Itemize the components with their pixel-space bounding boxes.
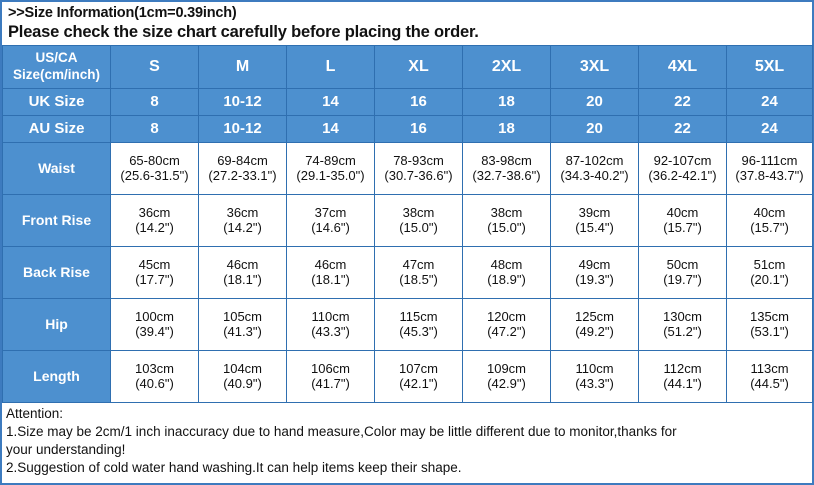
attention-line-1-cont: your understanding! (6, 441, 126, 457)
hip-2xl-cm: 120cm (486, 308, 527, 324)
back-rise-s (111, 247, 199, 299)
row-label-back-rise: Back Rise (3, 247, 111, 299)
back-rise-m-cm: 46cm (226, 256, 259, 272)
table-row-hip (3, 299, 813, 351)
front-rise-s-inch: (14.2") (135, 219, 174, 235)
length-xl-inch: (42.1") (399, 375, 438, 391)
front-rise-4xl-cm: 40cm (666, 204, 699, 220)
hip-3xl-inch: (49.2") (575, 323, 614, 339)
length-xl-cm: 107cm (398, 360, 439, 376)
back-rise-l-inch: (18.1") (311, 271, 350, 287)
front-rise-2xl (463, 195, 551, 247)
attention-line-1: 1.Size may be 2cm/1 inch inaccuracy due to hand measure,Color may be little different due to monitor,thanks for (6, 423, 677, 439)
hip-5xl (727, 299, 813, 351)
waist-3xl-inch: (34.3-40.2") (560, 167, 629, 183)
table-row-front-rise (3, 195, 813, 247)
length-l-inch: (41.7") (311, 375, 350, 391)
back-rise-s-cm: 45cm (138, 256, 171, 272)
front-rise-m-inch: (14.2") (223, 219, 262, 235)
front-rise-5xl-cm: 40cm (753, 204, 786, 220)
au-size-s: 8 (111, 116, 199, 143)
au-size-3xl: 20 (551, 116, 639, 143)
length-m (199, 351, 287, 403)
hip-4xl (639, 299, 727, 351)
uk-size-m: 10-12 (199, 89, 287, 116)
back-rise-3xl-cm: 49cm (578, 256, 611, 272)
size-header-2xl: 2XL (463, 46, 551, 89)
hip-m-inch: (41.3") (223, 323, 262, 339)
back-rise-m-inch: (18.1") (223, 271, 262, 287)
corner-label-line2: Size(cm/inch) (12, 67, 101, 82)
corner-label-line1: US/CA (35, 50, 78, 66)
back-rise-2xl-cm: 48cm (490, 256, 523, 272)
length-s-inch: (40.6") (135, 375, 174, 391)
waist-s (111, 143, 199, 195)
attention-section (2, 403, 812, 477)
back-rise-xl (375, 247, 463, 299)
hip-4xl-cm: 130cm (662, 308, 703, 324)
waist-2xl (463, 143, 551, 195)
au-size-l: 14 (287, 116, 375, 143)
front-rise-3xl-cm: 39cm (578, 204, 611, 220)
size-header-m: M (199, 46, 287, 89)
back-rise-4xl (639, 247, 727, 299)
waist-m-inch: (27.2-33.1") (208, 167, 277, 183)
waist-4xl-inch: (36.2-42.1") (648, 167, 717, 183)
hip-s-cm: 100cm (134, 308, 175, 324)
front-rise-l (287, 195, 375, 247)
back-rise-3xl-inch: (19.3") (575, 271, 614, 287)
uk-size-4xl: 22 (639, 89, 727, 116)
back-rise-4xl-cm: 50cm (666, 256, 699, 272)
row-label-waist: Waist (3, 143, 111, 195)
length-xl (375, 351, 463, 403)
waist-xl-inch: (30.7-36.6") (384, 167, 453, 183)
waist-s-cm: 65-80cm (129, 152, 180, 168)
length-m-inch: (40.9") (223, 375, 262, 391)
length-3xl-cm: 110cm (575, 360, 614, 376)
front-rise-l-inch: (14.6") (311, 219, 350, 235)
size-chart-table (2, 45, 813, 403)
size-header-4xl: 4XL (639, 46, 727, 89)
hip-s (111, 299, 199, 351)
waist-m (199, 143, 287, 195)
hip-l-cm: 110cm (311, 308, 350, 324)
back-rise-5xl-cm: 51cm (753, 256, 786, 272)
table-corner-label (3, 46, 111, 89)
hip-xl (375, 299, 463, 351)
size-header-xl: XL (375, 46, 463, 89)
length-4xl (639, 351, 727, 403)
front-rise-xl (375, 195, 463, 247)
back-rise-4xl-inch: (19.7") (663, 271, 702, 287)
hip-l-inch: (43.3") (311, 323, 350, 339)
au-size-xl: 16 (375, 116, 463, 143)
back-rise-3xl (551, 247, 639, 299)
hip-3xl-cm: 125cm (574, 308, 615, 324)
table-row-waist (3, 143, 813, 195)
waist-xl-cm: 78-93cm (393, 152, 444, 168)
front-rise-s (111, 195, 199, 247)
waist-5xl-cm: 96-111cm (741, 152, 798, 168)
length-3xl-inch: (43.3") (575, 375, 614, 391)
waist-3xl-cm: 87-102cm (565, 152, 624, 168)
au-size-m: 10-12 (199, 116, 287, 143)
au-size-4xl: 22 (639, 116, 727, 143)
size-information-heading: >>Size Information(1cm=0.39inch) (8, 5, 237, 21)
size-header-s: S (111, 46, 199, 89)
hip-5xl-cm: 135cm (749, 308, 790, 324)
length-5xl-cm: 113cm (750, 360, 789, 376)
size-chart-notice: Please check the size chart carefully before placing the order. (8, 23, 479, 41)
waist-4xl (639, 143, 727, 195)
length-l-cm: 106cm (310, 360, 351, 376)
uk-size-5xl: 24 (727, 89, 813, 116)
hip-m-cm: 105cm (222, 308, 263, 324)
hip-5xl-inch: (53.1") (750, 323, 789, 339)
back-rise-l-cm: 46cm (314, 256, 347, 272)
attention-line-2: 2.Suggestion of cold water hand washing.It can help items keep their shape. (6, 459, 462, 475)
table-row-au-size (3, 116, 813, 143)
waist-5xl-inch: (37.8-43.7") (735, 167, 804, 183)
front-rise-5xl (727, 195, 813, 247)
length-3xl (551, 351, 639, 403)
length-l (287, 351, 375, 403)
size-header-3xl: 3XL (551, 46, 639, 89)
hip-l (287, 299, 375, 351)
hip-xl-cm: 115cm (399, 308, 438, 324)
hip-4xl-inch: (51.2") (663, 323, 702, 339)
au-size-2xl: 18 (463, 116, 551, 143)
uk-size-l: 14 (287, 89, 375, 116)
uk-size-2xl: 18 (463, 89, 551, 116)
au-size-5xl: 24 (727, 116, 813, 143)
length-s (111, 351, 199, 403)
waist-m-cm: 69-84cm (217, 152, 268, 168)
waist-2xl-inch: (32.7-38.6") (472, 167, 541, 183)
back-rise-s-inch: (17.7") (135, 271, 174, 287)
hip-xl-inch: (45.3") (399, 323, 438, 339)
length-5xl-inch: (44.5") (750, 375, 789, 391)
back-rise-5xl-inch: (20.1") (750, 271, 789, 287)
length-s-cm: 103cm (134, 360, 175, 376)
front-rise-4xl (639, 195, 727, 247)
table-row-length (3, 351, 813, 403)
waist-l (287, 143, 375, 195)
hip-3xl (551, 299, 639, 351)
row-label-front-rise: Front Rise (3, 195, 111, 247)
front-rise-l-cm: 37cm (314, 204, 347, 220)
size-header-5xl: 5XL (727, 46, 813, 89)
front-rise-s-cm: 36cm (138, 204, 171, 220)
length-m-cm: 104cm (222, 360, 263, 376)
front-rise-4xl-inch: (15.7") (663, 219, 702, 235)
length-2xl (463, 351, 551, 403)
waist-l-cm: 74-89cm (305, 152, 356, 168)
waist-4xl-cm: 92-107cm (653, 152, 712, 168)
waist-xl (375, 143, 463, 195)
back-rise-xl-cm: 47cm (402, 256, 435, 272)
waist-s-inch: (25.6-31.5") (120, 167, 189, 183)
row-label-hip: Hip (3, 299, 111, 351)
hip-2xl (463, 299, 551, 351)
front-rise-m-cm: 36cm (226, 204, 259, 220)
waist-5xl (727, 143, 813, 195)
size-header-l: L (287, 46, 375, 89)
length-2xl-cm: 109cm (486, 360, 527, 376)
attention-title: Attention: (6, 406, 64, 421)
front-rise-3xl (551, 195, 639, 247)
front-rise-3xl-inch: (15.4") (575, 219, 614, 235)
front-rise-m (199, 195, 287, 247)
front-rise-xl-cm: 38cm (402, 204, 435, 220)
front-rise-2xl-cm: 38cm (490, 204, 523, 220)
length-4xl-cm: 112cm (663, 360, 702, 376)
waist-l-inch: (29.1-35.0") (296, 167, 365, 183)
uk-size-s: 8 (111, 89, 199, 116)
uk-size-3xl: 20 (551, 89, 639, 116)
length-2xl-inch: (42.9") (487, 375, 526, 391)
hip-2xl-inch: (47.2") (487, 323, 526, 339)
front-rise-5xl-inch: (15.7") (750, 219, 789, 235)
back-rise-xl-inch: (18.5") (399, 271, 438, 287)
uk-size-label: UK Size (3, 89, 111, 116)
waist-3xl (551, 143, 639, 195)
au-size-label: AU Size (3, 116, 111, 143)
hip-s-inch: (39.4") (135, 323, 174, 339)
back-rise-5xl (727, 247, 813, 299)
table-row-back-rise (3, 247, 813, 299)
length-5xl (727, 351, 813, 403)
table-header-row (3, 46, 813, 89)
front-rise-2xl-inch: (15.0") (487, 219, 526, 235)
front-rise-xl-inch: (15.0") (399, 219, 438, 235)
back-rise-m (199, 247, 287, 299)
table-row-uk-size (3, 89, 813, 116)
row-label-length: Length (3, 351, 111, 403)
waist-2xl-cm: 83-98cm (481, 152, 532, 168)
uk-size-xl: 16 (375, 89, 463, 116)
back-rise-l (287, 247, 375, 299)
hip-m (199, 299, 287, 351)
back-rise-2xl-inch: (18.9") (487, 271, 526, 287)
back-rise-2xl (463, 247, 551, 299)
length-4xl-inch: (44.1") (663, 375, 702, 391)
